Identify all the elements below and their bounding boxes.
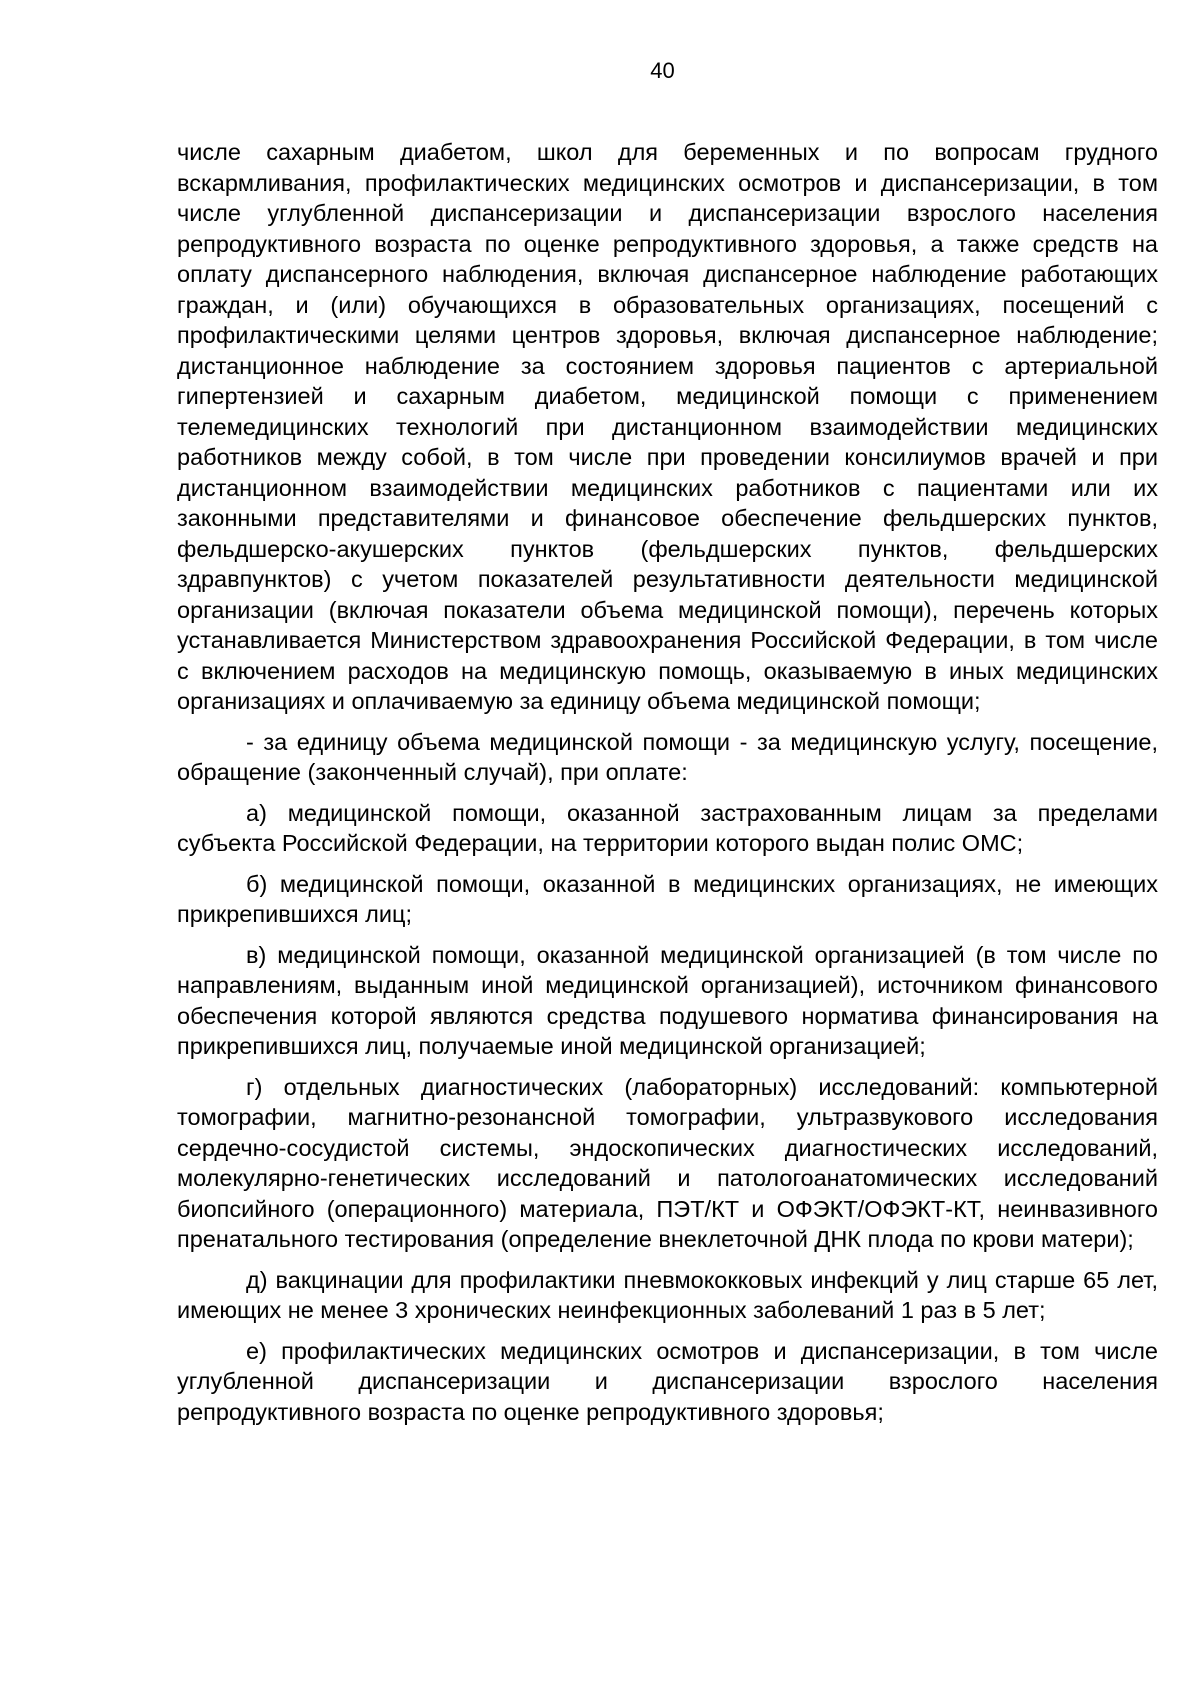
list-item-b: б) медицинской помощи, оказанной в медицинских организациях, не имеющих прикрепившихся лиц; — [177, 870, 1158, 927]
paragraph-continuation: числе сахарным диабетом, школ для беременных и по вопросам грудного вскармливания, профилактических медицинских осмотров и диспансеризации, в том числе углубленной диспансеризации и диспансеризации взрослого населения репродуктивного возраста по оценке репродуктивного здоровья, а также средств на оплату диспансерного наблюдения, включая диспансерное наблюдение работающих граждан, и (или) обучающихся в образовательных организациях, посещений с профилактическими целями центров здоровья, включая диспансерное наблюдение; дистанционное наблюдение за состоянием здоровья пациентов с артериальной гипертензией и сахарным диабетом, медицинской помощи с применением телемедицинских технологий при дистанционном взаимодействии медицинских работников между собой, в том числе при проведении консилиумов врачей и при дистанционном взаимодействии медицинских работников с пациентами или их законными представителями и финансовое обеспечение фельдшерских пунктов, фельдшерско-акушерских пунктов (фельдшерских пунктов, фельдшерских здравпунктов) с учетом показателей результативности деятельности медицинской организации (включая показатели объема медицинской помощи), перечень которых устанавливается Министерством здравоохранения Российской Федерации, в том числе с включением расходов на медицинскую помощь, оказываемую в иных медицинских организациях и оплачиваемую за единицу объема медицинской помощи; — [177, 139, 1158, 714]
list-item-v: в) медицинской помощи, оказанной медицинской организацией (в том числе по направлениям, выданным иной медицинской организацией), источником финансового обеспечения которой являются средства подушевого норматива финансирования на прикрепившихся лиц, получаемые иной медицинской организацией; — [177, 941, 1158, 1059]
list-item-g: г) отдельных диагностических (лабораторных) исследований: компьютерной томографии, магнитно-резонансной томографии, ультразвукового исследования сердечно-сосудистой системы, эндоскопических диагностических исследований, молекулярно-генетических исследований и патологоанатомических исследований биопсийного (операционного) материала, ПЭТ/КТ и ОФЭКТ/ОФЭКТ-КТ, неинвазивного пренатального тестирования (определение внеклеточной ДНК плода по крови матери); — [177, 1073, 1158, 1252]
document-body — [177, 137, 1158, 1427]
page-number: 40 — [650, 58, 675, 83]
list-item-e: е) профилактических медицинских осмотров и диспансеризации, в том числе углубленной диспансеризации и диспансеризации взрослого населения репродуктивного возраста по оценке репродуктивного здоровья; — [177, 1337, 1158, 1425]
list-item-d: д) вакцинации для профилактики пневмококковых инфекций у лиц старше 65 лет, имеющих не менее 3 хронических неинфекционных заболеваний 1 раз в 5 лет; — [177, 1266, 1158, 1323]
paragraph-per-unit-payment: - за единицу объема медицинской помощи - за медицинскую услугу, посещение, обращение (законченный случай), при оплате: — [177, 728, 1158, 785]
list-item-a: а) медицинской помощи, оказанной застрахованным лицам за пределами субъекта Российской Федерации, на территории которого выдан полис ОМС; — [177, 799, 1158, 856]
